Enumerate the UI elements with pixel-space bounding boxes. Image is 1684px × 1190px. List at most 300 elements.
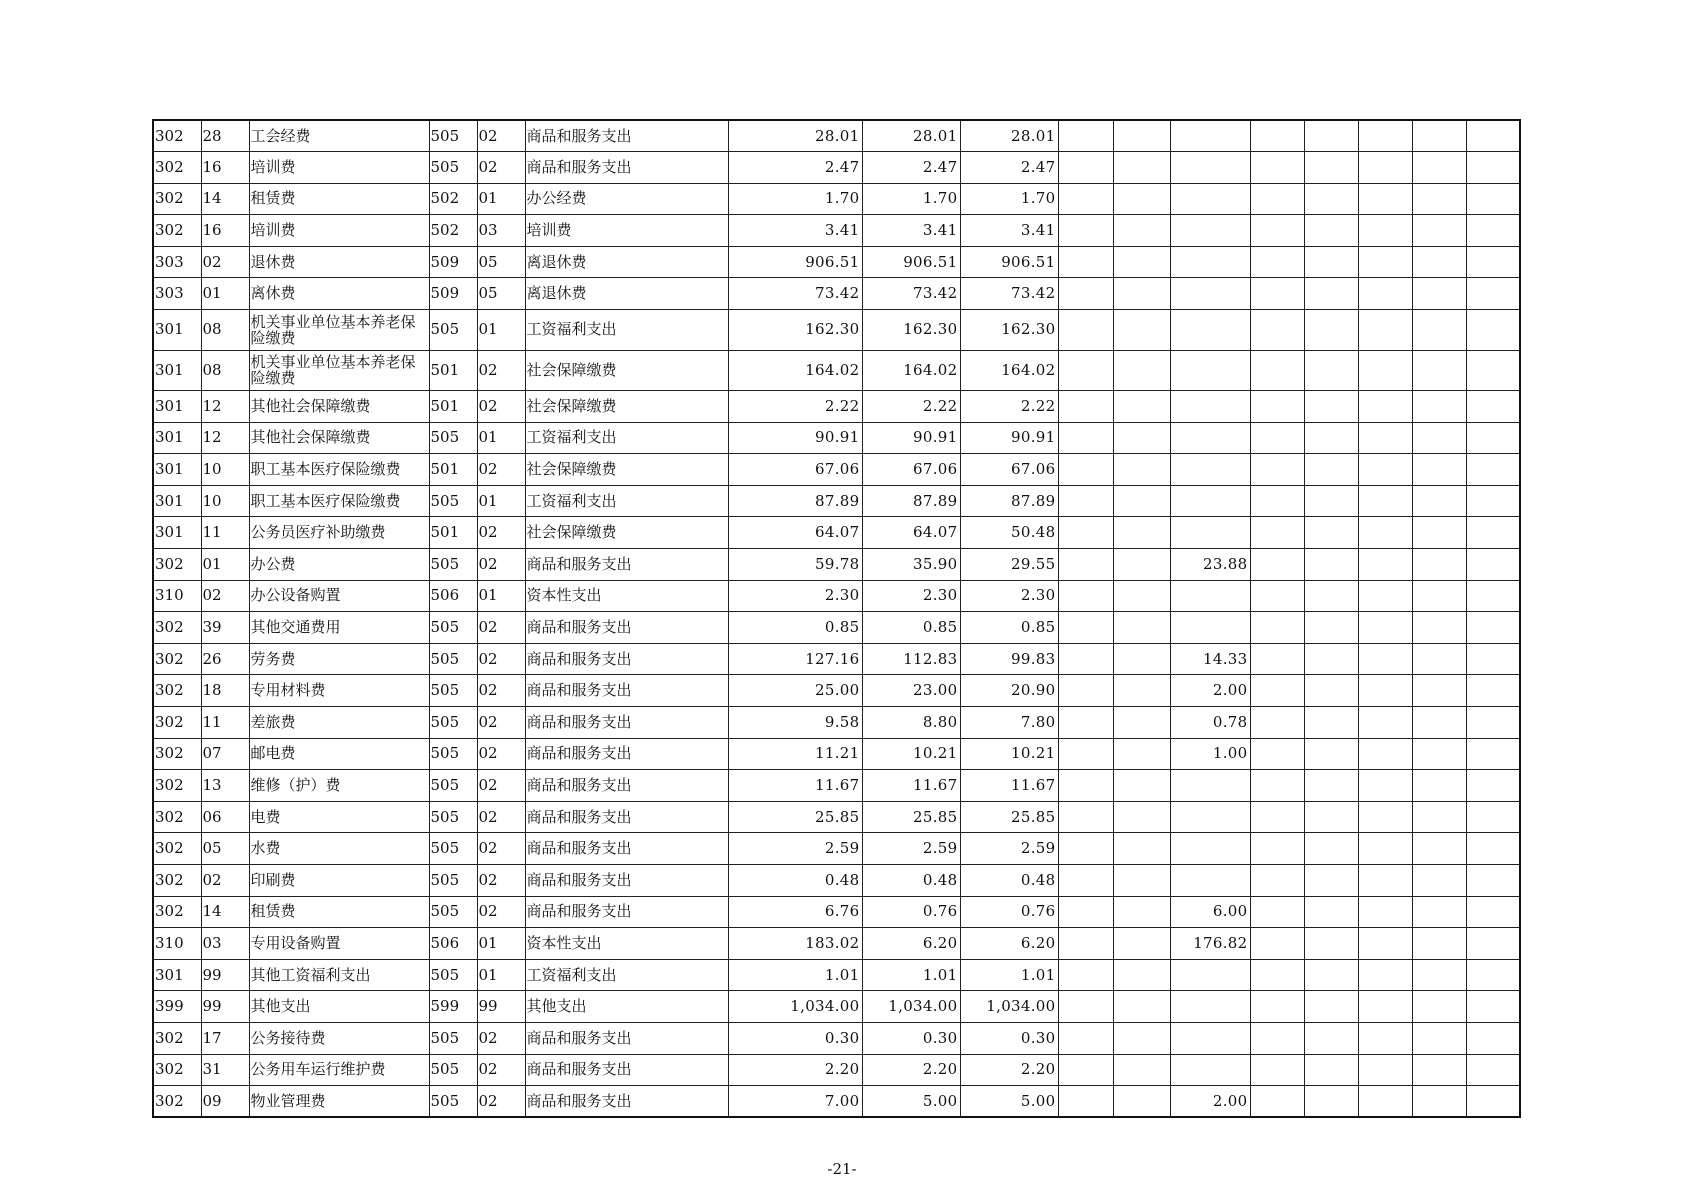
- cell-col-15: [1358, 707, 1412, 739]
- cell-basic-2: [1058, 1086, 1113, 1118]
- cell-col-15: [1358, 120, 1412, 152]
- cell-basic-2: [1058, 1022, 1113, 1054]
- cell-gov-item-code: 05: [477, 278, 525, 310]
- cell-basic-3: [1113, 183, 1170, 215]
- cell-gov-class-code: 505: [429, 738, 477, 770]
- cell-gov-item-code: 03: [477, 215, 525, 247]
- cell-basic-total: 2.30: [862, 580, 960, 612]
- cell-econ-category-name: 其他社会保障缴费: [249, 391, 429, 423]
- cell-col-16: [1412, 612, 1466, 644]
- cell-basic-3: [1113, 612, 1170, 644]
- cell-project: 14.33: [1170, 643, 1250, 675]
- cell-basic-1: 7.80: [960, 707, 1058, 739]
- cell-econ-category-name: 培训费: [249, 152, 429, 184]
- cell-basic-2: [1058, 454, 1113, 486]
- cell-col-14: [1304, 612, 1358, 644]
- cell-gov-category-name: 商品和服务支出: [525, 801, 728, 833]
- cell-col-17: [1466, 612, 1520, 644]
- cell-col-16: [1412, 350, 1466, 391]
- cell-gov-item-code: 01: [477, 183, 525, 215]
- cell-item-code: 02: [201, 864, 249, 896]
- cell-col-14: [1304, 675, 1358, 707]
- table-row: [153, 864, 1520, 896]
- table-row: [153, 485, 1520, 517]
- cell-project: [1170, 864, 1250, 896]
- cell-gov-category-name: 社会保障缴费: [525, 350, 728, 391]
- cell-col-17: [1466, 801, 1520, 833]
- cell-econ-category-name: 公务员医疗补助缴费: [249, 517, 429, 549]
- cell-basic-1: 0.85: [960, 612, 1058, 644]
- cell-class-code: 301: [153, 454, 201, 486]
- cell-basic-total: 10.21: [862, 738, 960, 770]
- cell-basic-3: [1113, 738, 1170, 770]
- cell-col-17: [1466, 517, 1520, 549]
- cell-gov-category-name: 其他支出: [525, 991, 728, 1023]
- cell-gov-item-code: 02: [477, 350, 525, 391]
- cell-project: [1170, 580, 1250, 612]
- cell-col-15: [1358, 864, 1412, 896]
- cell-total: 1,034.00: [728, 991, 862, 1023]
- cell-basic-total: 0.85: [862, 612, 960, 644]
- cell-total: 1.70: [728, 183, 862, 215]
- cell-gov-class-code: 509: [429, 278, 477, 310]
- cell-col-15: [1358, 215, 1412, 247]
- cell-basic-1: 2.47: [960, 152, 1058, 184]
- cell-class-code: 301: [153, 959, 201, 991]
- cell-col-17: [1466, 454, 1520, 486]
- cell-basic-3: [1113, 310, 1170, 351]
- cell-basic-1: 73.42: [960, 278, 1058, 310]
- cell-basic-total: 1,034.00: [862, 991, 960, 1023]
- cell-basic-3: [1113, 580, 1170, 612]
- cell-col-16: [1412, 549, 1466, 581]
- cell-basic-3: [1113, 833, 1170, 865]
- cell-econ-category-name: 其他支出: [249, 991, 429, 1023]
- cell-col-15: [1358, 310, 1412, 351]
- cell-item-code: 05: [201, 833, 249, 865]
- cell-econ-category-name: 离休费: [249, 278, 429, 310]
- table-row: [153, 1086, 1520, 1118]
- cell-col-16: [1412, 310, 1466, 351]
- cell-basic-total: 87.89: [862, 485, 960, 517]
- table-row: [153, 454, 1520, 486]
- cell-project: [1170, 517, 1250, 549]
- cell-class-code: 302: [153, 864, 201, 896]
- cell-econ-category-name: 印刷费: [249, 864, 429, 896]
- cell-col-17: [1466, 928, 1520, 960]
- cell-col-14: [1304, 896, 1358, 928]
- cell-basic-total: 1.01: [862, 959, 960, 991]
- cell-gov-category-name: 商品和服务支出: [525, 675, 728, 707]
- cell-col-13: [1250, 991, 1304, 1023]
- table-row: [153, 928, 1520, 960]
- cell-econ-category-name: 公务用车运行维护费: [249, 1054, 429, 1086]
- cell-project: [1170, 310, 1250, 351]
- cell-col-15: [1358, 454, 1412, 486]
- cell-total: 67.06: [728, 454, 862, 486]
- cell-gov-class-code: 505: [429, 1022, 477, 1054]
- cell-col-15: [1358, 246, 1412, 278]
- cell-basic-total: 28.01: [862, 120, 960, 152]
- cell-col-14: [1304, 246, 1358, 278]
- cell-item-code: 02: [201, 246, 249, 278]
- cell-col-16: [1412, 517, 1466, 549]
- cell-class-code: 302: [153, 675, 201, 707]
- cell-gov-item-code: 02: [477, 517, 525, 549]
- cell-gov-category-name: 商品和服务支出: [525, 1022, 728, 1054]
- cell-gov-item-code: 01: [477, 928, 525, 960]
- cell-col-13: [1250, 864, 1304, 896]
- cell-total: 11.21: [728, 738, 862, 770]
- cell-basic-3: [1113, 152, 1170, 184]
- cell-total: 0.48: [728, 864, 862, 896]
- cell-basic-3: [1113, 770, 1170, 802]
- cell-basic-1: 20.90: [960, 675, 1058, 707]
- table-row: [153, 183, 1520, 215]
- cell-gov-class-code: 505: [429, 120, 477, 152]
- cell-total: 7.00: [728, 1086, 862, 1118]
- cell-col-14: [1304, 1054, 1358, 1086]
- cell-basic-total: 64.07: [862, 517, 960, 549]
- table-row: [153, 991, 1520, 1023]
- cell-col-16: [1412, 738, 1466, 770]
- cell-econ-category-name: 专用设备购置: [249, 928, 429, 960]
- cell-col-15: [1358, 801, 1412, 833]
- cell-total: 2.59: [728, 833, 862, 865]
- cell-basic-1: 1,034.00: [960, 991, 1058, 1023]
- cell-basic-3: [1113, 278, 1170, 310]
- cell-basic-1: 1.70: [960, 183, 1058, 215]
- cell-basic-2: [1058, 215, 1113, 247]
- cell-gov-class-code: 599: [429, 991, 477, 1023]
- cell-project: 176.82: [1170, 928, 1250, 960]
- cell-total: 183.02: [728, 928, 862, 960]
- cell-basic-3: [1113, 246, 1170, 278]
- cell-basic-3: [1113, 517, 1170, 549]
- cell-basic-total: 5.00: [862, 1086, 960, 1118]
- cell-item-code: 26: [201, 643, 249, 675]
- cell-gov-category-name: 商品和服务支出: [525, 896, 728, 928]
- cell-gov-category-name: 社会保障缴费: [525, 391, 728, 423]
- cell-basic-1: 0.76: [960, 896, 1058, 928]
- cell-gov-item-code: 01: [477, 959, 525, 991]
- cell-col-14: [1304, 1086, 1358, 1118]
- cell-basic-1: 10.21: [960, 738, 1058, 770]
- cell-class-code: 399: [153, 991, 201, 1023]
- cell-basic-3: [1113, 959, 1170, 991]
- cell-total: 87.89: [728, 485, 862, 517]
- cell-col-17: [1466, 152, 1520, 184]
- cell-basic-1: 90.91: [960, 422, 1058, 454]
- cell-basic-1: 2.59: [960, 833, 1058, 865]
- cell-gov-category-name: 商品和服务支出: [525, 770, 728, 802]
- cell-col-15: [1358, 643, 1412, 675]
- cell-gov-item-code: 02: [477, 643, 525, 675]
- cell-item-code: 18: [201, 675, 249, 707]
- cell-project: [1170, 991, 1250, 1023]
- cell-col-13: [1250, 350, 1304, 391]
- cell-col-17: [1466, 580, 1520, 612]
- cell-basic-1: 0.48: [960, 864, 1058, 896]
- cell-project: [1170, 485, 1250, 517]
- cell-basic-2: [1058, 278, 1113, 310]
- page-number: -21-: [827, 1160, 857, 1178]
- cell-item-code: 16: [201, 215, 249, 247]
- cell-gov-class-code: 505: [429, 485, 477, 517]
- cell-item-code: 09: [201, 1086, 249, 1118]
- cell-econ-category-name: 邮电费: [249, 738, 429, 770]
- cell-col-15: [1358, 770, 1412, 802]
- cell-class-code: 302: [153, 183, 201, 215]
- cell-class-code: 302: [153, 643, 201, 675]
- cell-basic-3: [1113, 1022, 1170, 1054]
- cell-gov-item-code: 02: [477, 707, 525, 739]
- cell-col-16: [1412, 580, 1466, 612]
- cell-col-17: [1466, 350, 1520, 391]
- cell-basic-total: 8.80: [862, 707, 960, 739]
- cell-basic-2: [1058, 643, 1113, 675]
- cell-gov-category-name: 商品和服务支出: [525, 738, 728, 770]
- cell-total: 11.67: [728, 770, 862, 802]
- cell-col-14: [1304, 707, 1358, 739]
- cell-project: [1170, 183, 1250, 215]
- cell-col-14: [1304, 770, 1358, 802]
- cell-gov-item-code: 02: [477, 738, 525, 770]
- cell-basic-1: 3.41: [960, 215, 1058, 247]
- cell-gov-class-code: 502: [429, 215, 477, 247]
- cell-class-code: 303: [153, 246, 201, 278]
- cell-gov-item-code: 05: [477, 246, 525, 278]
- cell-basic-2: [1058, 864, 1113, 896]
- cell-col-16: [1412, 1086, 1466, 1118]
- cell-col-17: [1466, 864, 1520, 896]
- cell-col-15: [1358, 612, 1412, 644]
- cell-basic-2: [1058, 707, 1113, 739]
- cell-project: 2.00: [1170, 675, 1250, 707]
- cell-econ-category-name: 培训费: [249, 215, 429, 247]
- cell-basic-total: 23.00: [862, 675, 960, 707]
- table-row: [153, 278, 1520, 310]
- cell-basic-3: [1113, 864, 1170, 896]
- cell-project: 2.00: [1170, 1086, 1250, 1118]
- cell-basic-1: 162.30: [960, 310, 1058, 351]
- cell-col-13: [1250, 422, 1304, 454]
- cell-col-17: [1466, 1054, 1520, 1086]
- cell-econ-category-name: 其他工资福利支出: [249, 959, 429, 991]
- cell-col-14: [1304, 801, 1358, 833]
- cell-col-13: [1250, 707, 1304, 739]
- cell-gov-class-code: 501: [429, 454, 477, 486]
- cell-col-16: [1412, 833, 1466, 865]
- cell-col-16: [1412, 120, 1466, 152]
- cell-basic-total: 90.91: [862, 422, 960, 454]
- cell-project: 1.00: [1170, 738, 1250, 770]
- cell-gov-item-code: 02: [477, 833, 525, 865]
- cell-col-13: [1250, 1054, 1304, 1086]
- cell-gov-category-name: 社会保障缴费: [525, 454, 728, 486]
- cell-gov-class-code: 501: [429, 517, 477, 549]
- cell-econ-category-name: 专用材料费: [249, 675, 429, 707]
- cell-project: [1170, 152, 1250, 184]
- cell-col-13: [1250, 959, 1304, 991]
- cell-col-15: [1358, 1054, 1412, 1086]
- cell-col-17: [1466, 485, 1520, 517]
- cell-col-14: [1304, 310, 1358, 351]
- cell-basic-2: [1058, 391, 1113, 423]
- cell-col-16: [1412, 183, 1466, 215]
- cell-basic-total: 25.85: [862, 801, 960, 833]
- cell-basic-total: 0.48: [862, 864, 960, 896]
- cell-col-16: [1412, 801, 1466, 833]
- cell-gov-category-name: 工资福利支出: [525, 310, 728, 351]
- cell-col-13: [1250, 580, 1304, 612]
- cell-col-17: [1466, 246, 1520, 278]
- table-row: [153, 215, 1520, 247]
- cell-gov-category-name: 商品和服务支出: [525, 612, 728, 644]
- cell-gov-item-code: 02: [477, 1086, 525, 1118]
- cell-basic-2: [1058, 246, 1113, 278]
- cell-col-16: [1412, 422, 1466, 454]
- cell-gov-item-code: 02: [477, 1022, 525, 1054]
- cell-econ-category-name: 机关事业单位基本养老保险缴费: [249, 310, 429, 351]
- cell-basic-1: 5.00: [960, 1086, 1058, 1118]
- cell-basic-1: 28.01: [960, 120, 1058, 152]
- cell-gov-class-code: 505: [429, 152, 477, 184]
- cell-gov-item-code: 02: [477, 770, 525, 802]
- cell-gov-category-name: 商品和服务支出: [525, 643, 728, 675]
- cell-total: 25.00: [728, 675, 862, 707]
- cell-col-14: [1304, 517, 1358, 549]
- cell-gov-class-code: 501: [429, 391, 477, 423]
- cell-basic-2: [1058, 183, 1113, 215]
- cell-col-13: [1250, 643, 1304, 675]
- cell-col-13: [1250, 391, 1304, 423]
- cell-basic-2: [1058, 580, 1113, 612]
- cell-col-17: [1466, 738, 1520, 770]
- cell-col-15: [1358, 991, 1412, 1023]
- cell-col-14: [1304, 928, 1358, 960]
- cell-gov-class-code: 505: [429, 310, 477, 351]
- cell-col-16: [1412, 928, 1466, 960]
- cell-gov-category-name: 工资福利支出: [525, 959, 728, 991]
- cell-col-14: [1304, 422, 1358, 454]
- cell-gov-class-code: 505: [429, 707, 477, 739]
- cell-gov-category-name: 资本性支出: [525, 580, 728, 612]
- cell-col-17: [1466, 310, 1520, 351]
- cell-col-17: [1466, 1086, 1520, 1118]
- cell-col-16: [1412, 485, 1466, 517]
- cell-col-16: [1412, 152, 1466, 184]
- cell-econ-category-name: 水费: [249, 833, 429, 865]
- cell-class-code: 302: [153, 549, 201, 581]
- cell-gov-category-name: 工资福利支出: [525, 422, 728, 454]
- cell-item-code: 08: [201, 350, 249, 391]
- cell-gov-category-name: 商品和服务支出: [525, 833, 728, 865]
- cell-basic-3: [1113, 549, 1170, 581]
- cell-basic-2: [1058, 833, 1113, 865]
- table-row: [153, 422, 1520, 454]
- cell-basic-2: [1058, 152, 1113, 184]
- cell-gov-class-code: 505: [429, 422, 477, 454]
- cell-gov-class-code: 505: [429, 612, 477, 644]
- cell-basic-1: 99.83: [960, 643, 1058, 675]
- cell-gov-item-code: 02: [477, 549, 525, 581]
- cell-project: [1170, 350, 1250, 391]
- cell-col-16: [1412, 1022, 1466, 1054]
- cell-col-15: [1358, 391, 1412, 423]
- cell-basic-2: [1058, 675, 1113, 707]
- cell-basic-total: 67.06: [862, 454, 960, 486]
- cell-gov-item-code: 02: [477, 454, 525, 486]
- cell-basic-total: 906.51: [862, 246, 960, 278]
- cell-class-code: 302: [153, 1086, 201, 1118]
- cell-basic-1: 2.22: [960, 391, 1058, 423]
- cell-gov-category-name: 离退休费: [525, 246, 728, 278]
- cell-basic-total: 2.59: [862, 833, 960, 865]
- cell-gov-item-code: 02: [477, 152, 525, 184]
- cell-col-13: [1250, 1022, 1304, 1054]
- cell-class-code: 302: [153, 152, 201, 184]
- cell-gov-class-code: 506: [429, 580, 477, 612]
- cell-basic-1: 6.20: [960, 928, 1058, 960]
- cell-gov-category-name: 商品和服务支出: [525, 549, 728, 581]
- cell-col-13: [1250, 310, 1304, 351]
- cell-total: 2.30: [728, 580, 862, 612]
- cell-col-14: [1304, 738, 1358, 770]
- cell-gov-class-code: 505: [429, 675, 477, 707]
- cell-col-17: [1466, 215, 1520, 247]
- cell-col-15: [1358, 1022, 1412, 1054]
- cell-basic-total: 2.20: [862, 1054, 960, 1086]
- cell-basic-1: 11.67: [960, 770, 1058, 802]
- cell-basic-2: [1058, 517, 1113, 549]
- cell-col-16: [1412, 246, 1466, 278]
- cell-col-17: [1466, 707, 1520, 739]
- cell-gov-category-name: 商品和服务支出: [525, 152, 728, 184]
- cell-gov-item-code: 01: [477, 310, 525, 351]
- cell-gov-item-code: 02: [477, 1054, 525, 1086]
- cell-basic-2: [1058, 896, 1113, 928]
- cell-col-17: [1466, 896, 1520, 928]
- table-row: [153, 612, 1520, 644]
- cell-col-17: [1466, 120, 1520, 152]
- cell-basic-2: [1058, 422, 1113, 454]
- cell-basic-total: 1.70: [862, 183, 960, 215]
- cell-total: 0.85: [728, 612, 862, 644]
- cell-class-code: 310: [153, 928, 201, 960]
- cell-class-code: 303: [153, 278, 201, 310]
- cell-econ-category-name: 电费: [249, 801, 429, 833]
- cell-project: 23.88: [1170, 549, 1250, 581]
- cell-col-13: [1250, 454, 1304, 486]
- cell-basic-total: 112.83: [862, 643, 960, 675]
- cell-col-15: [1358, 580, 1412, 612]
- cell-basic-2: [1058, 310, 1113, 351]
- cell-econ-category-name: 差旅费: [249, 707, 429, 739]
- cell-col-15: [1358, 183, 1412, 215]
- cell-gov-class-code: 505: [429, 864, 477, 896]
- cell-econ-category-name: 工会经费: [249, 120, 429, 152]
- cell-basic-2: [1058, 549, 1113, 581]
- cell-basic-total: 162.30: [862, 310, 960, 351]
- cell-gov-class-code: 505: [429, 1054, 477, 1086]
- cell-total: 3.41: [728, 215, 862, 247]
- cell-total: 25.85: [728, 801, 862, 833]
- cell-col-16: [1412, 896, 1466, 928]
- cell-col-13: [1250, 833, 1304, 865]
- cell-basic-3: [1113, 707, 1170, 739]
- cell-basic-3: [1113, 1086, 1170, 1118]
